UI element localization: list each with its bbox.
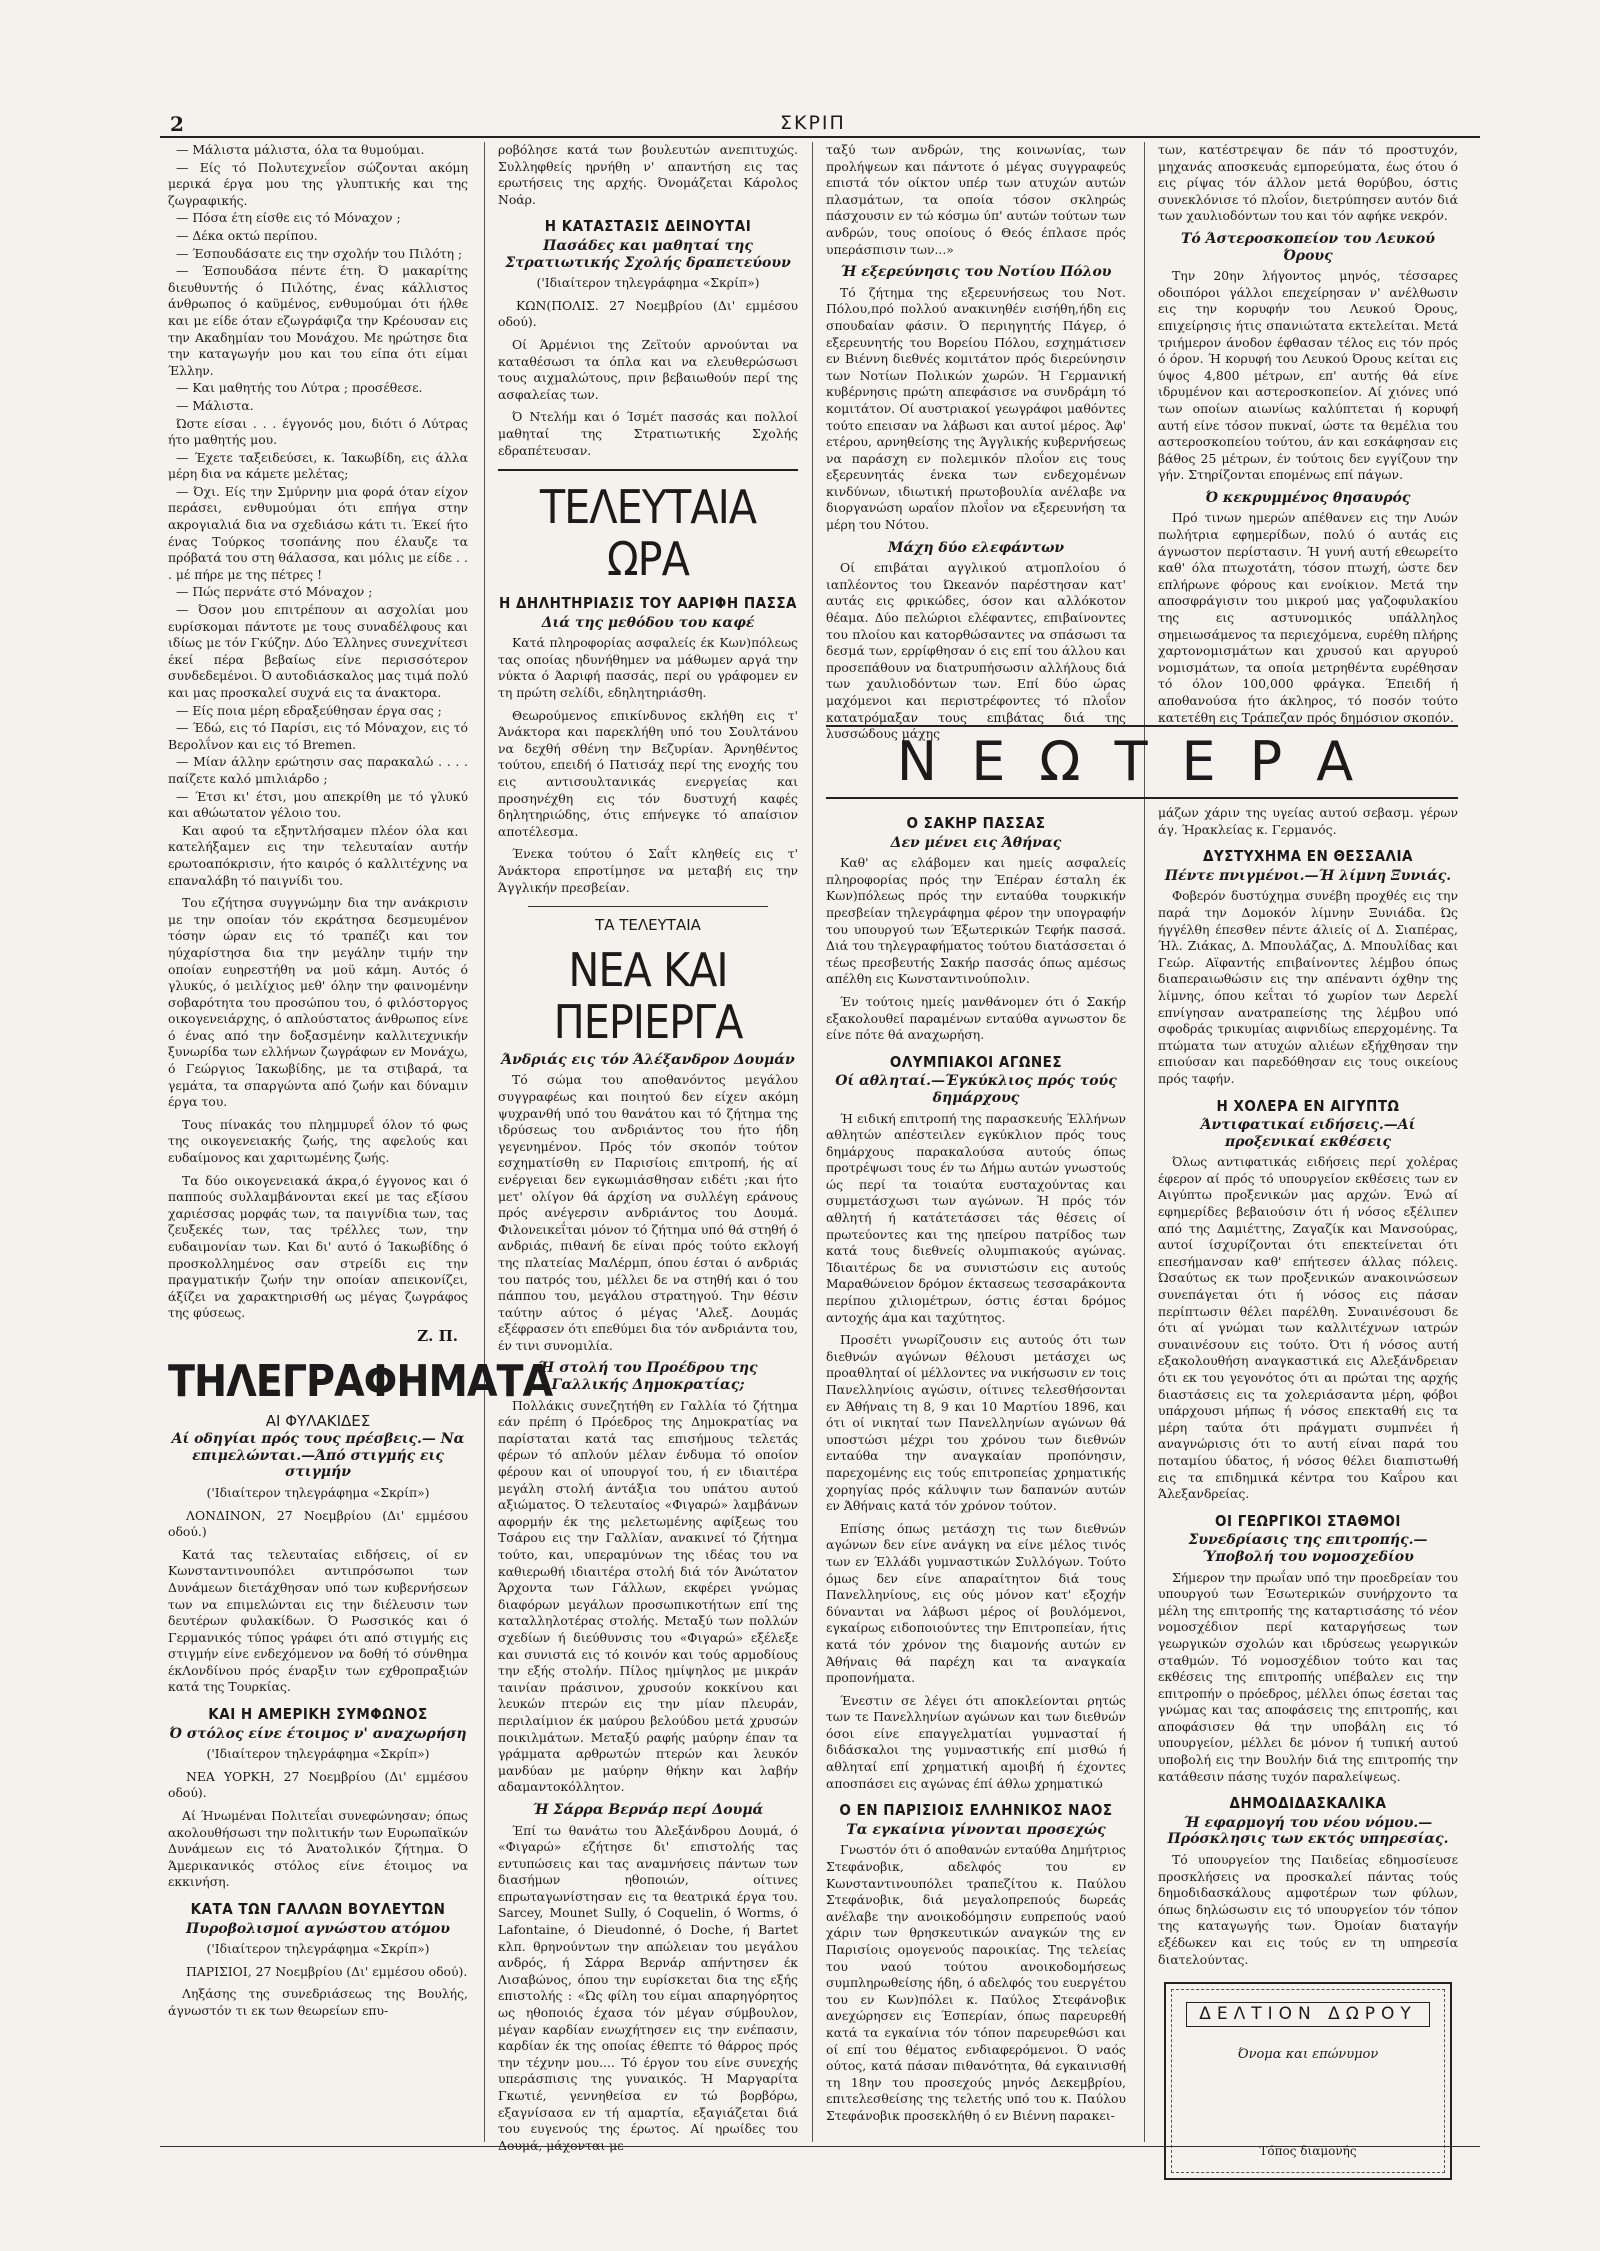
interview-dialogue — [168, 142, 468, 822]
dialogue-line: — Είς ποια μέρη εδραξεύθησαν έργα σας ; — [176, 702, 442, 718]
article-paragraph: Έν τούτοις ημείς μανθάνομεν ότι ό Σακήρ εξακολουθεί παραμένων ενταύθα αγνωστον δε είνε πότε θά αναχωρήση. — [826, 993, 1126, 1043]
dialogue-line: — Και μαθητής του Λύτρα ; προσέθεσε. — [176, 380, 423, 396]
dialogue-line: — Δέκα οκτώ περίπου. — [176, 227, 318, 243]
article-subheading: Ό στόλος είνε έτοιμος ν' αναχωρήση — [169, 1725, 467, 1742]
article-paragraph: Αί Ήνωμέναι Πολιτεΐαι συνεφώνησαν; όπως ακολουθήσωσι την πολιτικήν των Ευρωπαϊκών Δυνάμεων εις τό Άνατολικόν ζήτημα. Ό Άμερικανικός στόλος είνε έτοιμος να εκκινήση. — [168, 1808, 468, 1890]
article-heading: ΔΗΜΟΔΙΔΑΣΚΑΛΙΚΑ — [1229, 1794, 1387, 1813]
article-heading: ΚΑΙ Η ΑΜΕΡΙΚΗ ΣΥΜΦΩΝΟΣ — [208, 1705, 428, 1724]
dialogue-line: — Έχετε ταξειδεύσει, κ. Ίακωβίδη, εις άλλα μέρη δια να κάμετε μελέτας; — [168, 449, 468, 482]
article-paragraph: Φοβερόν δυστύχημα συνέβη προχθές εις την παρά την Δομοκόν λίμνην Ξυνιάδα. Ώς ήγγέλθη έπεσθεν πέντε άλιείς οί Δ. Σιαπέρας, Ήλ. Ζιάκας, Δ. Μπουλάζας, Δ. Μπουλίδας και Γεώρ. Αϊφαντής επιβαίνοντες λέμβου όπως διαπεραιωθώσιν εις την απέναντι όχθην της λίμνης, όπου κεΐται τό χωρίον των Δερελί επνίγησαν ανατραπείσης της λέμβου υπό σφοδράς τρικυμίας αιφνιδίως επερχομένης. Τα πτώματα των ατυχών αλιέων εξήχθησαν την επιούσαν και παρεδόθησαν εις τους οικείους πρός ταφήν. — [1158, 888, 1458, 1086]
dialogue-line: — Μίαν άλλην ερώτησιν σας παρακαλώ . . . . παίζετε καλό μπιλιάρδο ; — [168, 754, 468, 786]
article-paragraph: Πολλάκις συνεζητήθη εν Γαλλία τό ζήτημα εάν πρέπη ό Πρόεδρος της Δημοκρατίας να παρίσταται κατά τας επισήμους τελετάς φέρων τό απλούν μέλαν ένδυμα τό οποίον φέρουν και οί υπουργοί του, ή εν ιδιαιτέρα μεγάλη στολή άντάξια του υπάτου αυτού αξιώματος. Ό τελευταίος «Φιγαρώ» λαμβάνων αφορμήν έκ της μελετωμένης αφίξεως του Τσάρου εις την Γαλλίαν, ανακινεί τό ζήτημα τούτο, και, υπεραμύνων της ιδέας του να καθιερωθή ιδιαιτέρα στολή διά τόν Άνώτατον Άρχοντα των Γάλλων, εκφέρει γνώμας διαφόρων μεγάλων προσωπικοτήτων επί της καταλληλοτέρας στολής. Μεταξύ των πολλών σχεδίων ή διεύθυνσις του «Φιγαρώ» εξέλεξε και συνιστά εις τό κοινόν και τούς αρμοδίους την εξής στολήν. Πίλος ημίψηλος με μικράν ταινίαν πράσινον, χρυσούν κοκκίνου και λευκών πτερών εις την μίαν πλευράν, περιλαίμιον έκ μαύρου βελούδου μετά χρυσών ποικιλμάτων. Μεταξύ ραφής μαύρην έπαν τα γράμματα αρθρωτών πτερών και λευκόν μανδύαν με μαύρην θήκην και λαβήν αδαμαντοκόλλητον. — [498, 1397, 798, 1795]
article-paragraph: Τό ζήτημα της εξερευνήσεως του Νοτ. Πόλου,πρό πολλού ανακινηθέν εισήθη,ήδη εις σπουδαίαν φάσιν. Ό περιηγητής Πάγερ, ό εξερευνητής του Βορείου Πόλου, εσχημάτισεν εν Βιέννη διεθνές κομιτάτον πρός διερεύνησιν των Νοτίων Πολικών χωρών. Ή Γερμανική κυβέρνησις πρώτη απεφάσισε να συνδράμη τό κομιτάτον. Οί αυστριακοί γεωγράφοι μαθόντες τούτο επεισαν να λάβωσι και αυτοί μέρος. Άφ' ετέρου, αρνηθείσης της Άγγλικής κυβερνήσεως να παράσχη εν πολεμικόν πλοΐον εις τους εξερευνητάς ένεκα των ενδεχομένων κινδύνων, ιδιωτική πρωτοβουλία ανέλαβε να διοργανώση ωραΐον πλοΐον να εξερευνήση τα μέρη του Νότου. — [826, 284, 1126, 533]
telegram-dateline: ΠΑΡΙΣΙΟΙ, 27 Νοεμβρίου (Δι' εμμέσου οδού). — [186, 1963, 468, 1979]
section-divider — [498, 469, 798, 471]
article-heading: ΔΥΣΤΥΧΗΜΑ ΕΝ ΘΕΣΣΑΛΙΑ — [1203, 847, 1413, 866]
article-paragraph: Επίσης όπως μετάσχη τις των διεθνών αγώνων δεν είνε ανάγκη να είνε μέλος τινός των εν Έλλάδι γυμναστικών Συλλόγων. Τούτο όμως δεν είνε απαραίτητον διά τους Πανελληνίους, εις ούς μόνον κατ' εξοχήν δύνανται να λάβωσι μέρος οί βουλόμενοι, εγκαίρως ειδοποιούντες την Επιτροπείαν, ήτις κατά τόν χρόνον της διαμονής αυτών εν Άθήναις θά παρέχη και τα αναγκαία προπονήματα. — [826, 1520, 1126, 1686]
article-subheading: Ή εφαρμογή του νέου νόμου.— Πρόσκλησις των εκτός υπηρεσίας. — [1167, 1814, 1449, 1848]
column-3-top — [826, 142, 1126, 742]
article-paragraph: Οί Άρμένιοι της Ζεϊτούν αρνούνται να καταθέσωσι τα όπλα και να ελευθερώσωσι τους αιχμαλώτους, πριν βεβαιωθούν περί της ασφαλείας των. — [498, 336, 798, 402]
article-paragraph: Θεωρούμενος επικίνδυνος εκλήθη εις τ' Άνάκτορα και παρεκλήθη υπό του Σουλτάνου να δεχθή σθένη την Βεζυρίαν. Άρνηθέντος τούτου, επειδή ό Πατισάχ περί της ενοχής του εις αντισουλτανικάς ενεργείας και προσηνέχθη εις τόν δυστυχή καφές δηλητηριώδης, ότις επήνεγκε τό απαίσιον αποτέλεσμα. — [498, 707, 798, 839]
article-subheading: Ό κεκρυμμένος θησαυρός — [1205, 489, 1411, 506]
latest-label: ΤΑ ΤΕΛΕΥΤΑΙΑ — [595, 916, 701, 935]
article-subheading: Δεν μένει εις Άθήνας — [890, 834, 1062, 851]
page-number: 2 — [170, 112, 184, 136]
coupon-name-field[interactable]: Όνομα και επώνυμον — [1237, 2046, 1379, 2062]
article-paragraph: μάζων χάριν της υγείας αυτού σεβασμ. γέρων άγ. Ήρακλείας κ. Γερμανός. — [1158, 805, 1458, 837]
column-rule — [484, 142, 485, 2142]
telegrams-heading: ΤΗΛΕΓΡΑΦΗΜΑΤΑ — [168, 1355, 553, 1407]
telegram-dateline: ΝΕΑ ΥΟΡΚΗ, 27 Νοεμβρίου (Δι' εμμέσου οδού). — [168, 1768, 468, 1801]
article-paragraph: Και αφού τα εξηντλήσαμεν πλέον όλα και κατελήξαμεν εις την τελευταίαν αυτήν ερωτοαπόκρισιν, ήτο καιρός ό καλλιτέχνης να επαναλάβη τό παιγνίδι του. — [168, 822, 468, 888]
article-paragraph: Κατά τας τελευταίας ειδήσεις, οί εν Κωνσταντινουπόλει αντιπρόσωποι των Δυνάμεων διετάχθησαν υπό των κυβερνήσεων των να επιμελώνται εις την διέλευσιν των δευτέρων φυλακίδων. Ό Ρωσσικός και ό Γερμανικός τύπος γράφει ότι από στιγμής εις στιγμήν είνε ενδεχόμενον να δοθή τό σύνθημα έκΛονδίνου πρός έναρξιν των εχθροπραξιών κατά της Τουρκίας. — [168, 1546, 468, 1695]
article-heading: ΚΑΤΑ ΤΩΝ ΓΑΛΛΩΝ ΒΟΥΛΕΥΤΩΝ — [190, 1900, 446, 1918]
article-subheading: Τα εγκαίνια γίνονται προσεχώς — [846, 1821, 1106, 1838]
article-paragraph: Πρό τινων ημερών απέθανεν εις την Λυών πωλήτρια εφημερίδων, πολύ ό αυτάς εις άγνωστον περίστασιν. Ή γυνή αυτή εθεωρείτο καθ' όλα πτωχοτάτη, τόσον πτωχή, ώστε δεν επλήρωνε φόρους και ενοίκιον. Μετά την αποσφράγισιν του μικρού μας γαζοφυλακίου της εις αστυνομικός υπάλληλος σημειωσάμενος τα περιεχόμενα, ευρέθη πλήρης χαρτονομισμάτων και χρυσού και αργυρού νομισμάτων, τα οποία μετρηθέντα ευρέθησαν τό όλον 100,000 φράγκα. Έπειδή ή αποθανούσα ήτο άκληρος, τό ποσόν τούτο κατετέθη εις Τράπεζαν πρός δημόσιον σκοπόν. — [1158, 510, 1458, 725]
page-bottom-rule — [160, 2146, 1480, 2147]
article-paragraph: Κατά πληροφορίας ασφαλείς έκ Κων)πόλεως τας οποίας ηδυνήθημεν να μάθωμεν αργά την νύκτα ό Άαριφή πασσάς, περί ου γράφομεν εν τη πρώτη σελίδι, εδηλητηριάσθη. — [498, 635, 798, 701]
column-4-top — [1158, 142, 1458, 725]
article-paragraph: Ή ειδική επιτροπή της παρασκευής Έλλήνων αθλητών απέστειλεν εγκύκλιον πρός τους δημάρχους παρακαλούσα αυτούς όπως προτρέψωσι τους έν τω Δήμω αυτών γνωστούς ώς περί τα τοιαύτα ευσταχούντας και συμμετάσχωσι των αγώνων. Ή πρός τόν αθλητή ή κατάτετάσσει τάς θέσεις οί πρωτεύοντες και της ηπείρου πατρίδος των κατά τους διεθνείς ολυμπιακούς αγώνας. Ίδιαιτέρως δε να συνιστώσιν εις αυτούς Μαραθώνειον δρόμον έκτασεως τεσσαράκοντα περίπου χιλιομέτρων, όστις έσται δρόμος αντοχής άμα και ταχύτητος. — [826, 1110, 1126, 1325]
dialogue-line: — Είς τό Πολυτεχνεΐον σώζονται ακόμη μερικά έργα μου της γλυπτικής και της ζωγραφικής. — [168, 159, 468, 208]
article-paragraph: Τα δύο οικογενειακά άκρα,ό έγγονος και ό παππούς συλλαμβάνονται εκεί με τας εξίσου χαριέσσας μορφάς των, τα παιγνίδια των, τας ζευξεκές των, τας τρέλλες των, την ευδαιμονίαν των. Και δι' αυτό ό Ίακωβίδης ό προσκολλημένος σαν στρείδι εις την πραγματικήν ζωήν την οποίαν απεικονίζει, άξίζει να χαρακτηρισθή ως μέγας ζωγράφος της φύσεως. — [168, 1172, 468, 1321]
article-paragraph: των, κατέστρεψαν δε πάν τό προστυχόν, μηχανάς αποσκευάς εμπορεύματα, έως ότου ό εις ρίψας τόν άλλον μετά θορύβου, όστις συνεκλόνισε τό πλοΐον, διετρύπησεν αυτόν διά των χαυλιοδόντων του και τόν αφήκε νεκρόν. — [1158, 142, 1458, 224]
article-paragraph: Ό Ντελήμ και ό Ίσμέτ πασσάς και πολλοί μαθηταί της Στρατιωτικής Σχολής εδραπέτευσαν. — [498, 409, 798, 458]
latest-news-banner: ΝΕΩΤΕΡΑ — [826, 725, 1458, 799]
article-subheading: Διά της μεθόδου του καφέ — [541, 614, 755, 631]
article-subheading: Αί οδηγίαι πρός τους πρέσβεις.— Να επιμελώνται.—Άπό στιγμής εις στιγμήν — [171, 1431, 465, 1481]
article-paragraph: Ένεστιν σε λέγει ότι αποκλείονται ρητώς των τε Πανελληνίων αγώνων και των διεθνών όσοι είνε επαγγελματίαι γυμνασταί ή διδάσκαλοι της γυμναστικής επί μισθώ ή αθληταί επί χρηματική αμοιβή ή έχοντες αποσπάσει εις αγώνας έπί άθλω χρηματικώ — [826, 1692, 1126, 1791]
article-subheading: Μάχη δύο ελεφάντων — [887, 539, 1065, 556]
article-heading: ΟΛΥΜΠΙΑΚΟΙ ΑΓΩΝΕΣ — [889, 1052, 1063, 1071]
article-paragraph: Ένεκα τούτου ό Σαΐτ κληθείς εις τ' Άνάκτορα επροτίμησε να μεταβή εις την Άγγλικήν πρεσβείαν. — [498, 846, 798, 895]
author-signature: Ζ. Π. — [417, 1326, 458, 1345]
article-subheading: Ή Σάρρα Βερνάρ περί Δουμά — [532, 1801, 764, 1818]
dialogue-line: — Όχι. Είς την Σμύρνην μια φορά όταν είχον περάσει, ενθυμούμαι ότι επήγα στην ακρογιαλιά δια να σχεδιάσω κάτι τι. Έκεί ήτο ένας Τούρκος τσοπάνης που έλαυζε τα πρόβατά του στη θάλασσα, και μόλις με είδε . . . μέ πήρε με της πέτρες ! — [168, 483, 468, 582]
dialogue-line: Ώστε είσαι . . . έγγονός μου, διότι ό Λύτρας ήτο μαθητής μου. — [168, 415, 468, 448]
telegram-source: ('Ιδιαίτερον τηλεγράφημα «Σκρίπ») — [206, 1746, 430, 1762]
article-subheading: Οί αθληταί.—Έγκύκλιος πρός τούς δημάρχους — [835, 1073, 1117, 1106]
article-paragraph: Την 20ην λήγοντος μηνός, τέσσαρες οδοιπόροι γάλλοι επεχείρησαν ν' ανέλθωσιν εις την κορυφήν του Λευκού Όρους, επιχείρησις ήτις σπανιώτατα εκτελείται. Μετά τριήμερον άνοδον έφθασαν τέλος εις τόν πρός ό όρον. Ή κορυφή του Λευκού Όρους κείται εις ύψος 4,800 μέτρων, επ' αυτής θά είνε ιδρυμένον και αστεροσκοπείον. Αί χιόνες υπό των οποίων αιωνίως καλύπτεται ή κορυφή αυτή είνε τόσον πυκναί, ώστε τα θεμέλια του αστεροσκοπείου τούτου, άν και εσκάφησαν εις βάθος 25 μέτρων, έν τούτοις δεν εγγίζουν την γήν. Στηρίζονται επομένως επί πάγων. — [1158, 268, 1458, 483]
column-rule — [812, 142, 813, 2142]
telegrams-subheading: ΑΙ ΦΥΛΑΚΙΔΕΣ — [265, 1411, 371, 1430]
article-subheading: Άνδριάς εις τόν Άλέξανδρον Δουμάν — [501, 1051, 795, 1068]
article-paragraph: Του εζήτησα συγγνώμην δια την ανάκρισιν με την οποίαν τόν εκράτησα δεσμευμένον τόσην ώραν εις τό τραπέζι και τον ηύχαρίστησα δια την μεγάλην τιμήν την οποίαν ευηρεστήθη να μοϋ κάμη. Αυτός ό γλυκύς, ό μειλίχιος μεθ' όλην την φαινομένην σοβαρότητα του προσώπου του, ό φιλόστοργος οικογενειάρχης, ό απλούστατος άνθρωπος είνε ό ένας από την δοξασμένην καλλιτεχνικήν ξυνωρίδα των ελλήνων ζωγράφων εν Μονάχω, ό Γεώργιος Ίακωβίδης, με τα στιβαρά, τα γεμάτα, τα σπαργώντα από ζωήν και δύναμιν έργα του. — [168, 895, 468, 1110]
telegram-dateline: ΚΩΝ(ΠΟΛΙΣ. 27 Νοεμβρίου (Δι' εμμέσου οδού). — [498, 297, 798, 330]
article-paragraph: Τό υπουργείον της Παιδείας εδημοσίευσε προσκλήσεις να προσκαλεί πάντας τούς δημοδιδασκάλους αμφοτέρων των φύλων, όπως δηλώσωσιν εις τό υπουργείον τόν τόπον της καταγωγής των. Όμοίαν διαταγήν εξέδωκεν και εις τούς εν τη υπηρεσία διατελούντας. — [1158, 1852, 1458, 1967]
article-paragraph: ταξύ των ανδρών, της κοινωνίας, των προλήψεων και πάντοτε ό μέγας συγγραφεύς επιστά τόν οίκτον υπέρ των ατυχών αυτών πλασμάτων, τα οποία τόσον σκληρώς πάσχουσιν εν τώ κόσμω ύπ' αυτών τούτων των ανδρών, τους οποίους ό Θεός έπλασε πρός υπεράσπισιν των...» — [826, 142, 1126, 257]
article-paragraph: Σήμερον την πρωΐαν υπό την προεδρείαν του υπουργού των Έσωτερικών συνήρχοντο τα μέλη της επιτροπής της καταρτισάσης τό νέον νομοσχέδιον περί καταργήσεως των γεωργικών σχολών και ιδρύσεως γεωργικών σταθμών. Τό νομοσχέδιον τούτο και τας εκθέσεις της επιτροπής υπέβαλεν εις την επιτροπήν ο πρόεδρος, μέλλει όπως έσεται τας γνώμας και τας αποφάσεις της επιτροπής, και αποφάσισεν θά την υποβάλη εις τό υπουργείον, μέλλει δε μόνον ή τυπική αυτού υποβολή εις την Βουλήν διά της επιτροπής την κατάθεσιν πάσης τυχόν παραλείψεως. — [1158, 1569, 1458, 1784]
article-heading: ΟΙ ΓΕΩΡΓΙΚΟΙ ΣΤΑΘΜΟΙ — [1215, 1511, 1401, 1530]
article-paragraph: Ληξάσης της συνεδριάσεως της Βουλής, άγνωστόν τι εκ των θεωρείων επυ- — [168, 1986, 468, 2018]
dialogue-line: — Έσπουδάσα πέντε έτη. Ό μακαρίτης διευθυντής ό Πιλότης, ένας κάλλιστος άνθρωπος ό καϋμένος, ενθυμούμαι ότι ήλθε και με είδε όταν εζωγράφιζα την Κρέουσαν εις την Ακαδημίαν του Μονάχου. Με ηρώτησε δια την καταγωγήν μου και του είπα ότι είμαι Έλλην. — [168, 263, 468, 378]
dialogue-line: — Έτσι κι' έτσι, μου απεκρίθη με τό γλυκύ και αθώωτατον γέλοιο του. — [168, 788, 468, 821]
article-heading: Ο ΕΝ ΠΑΡΙΣΙΟΙΣ ΕΛΛΗΝΙΚΟΣ ΝΑΟΣ — [839, 1801, 1113, 1820]
last-hour-heading: ΤΕΛΕΥΤΑΙΑ ΩΡΑ — [539, 480, 757, 587]
column-3-bottom — [826, 805, 1126, 2145]
telegram-source: ('Ιδιαίτερον τηλεγράφημα «Σκρίπ») — [536, 275, 760, 291]
article-heading: Ο ΣΑΚΗΡ ΠΑΣΣΑΣ — [906, 814, 1046, 832]
article-paragraph: Όλως αντιφατικάς ειδήσεις περί χολέρας έφερον αί πρός τό υπουργείον εκθέσεις των εν Αιγύπτω προξενικών μας αρχών. Ένώ αί εφημερίδες βεβαιούσιν ότι ή νόσος εξέλιπεν από της Δαμιέττης, Ζαγαζίκ και Μανσούρας, αυτοί ίσχυρίζονται ότι επεκτείνεται ότι επεσήμανσαν καθ' επήτεσεν άλλας πόλεις. Ώσαύτως εκ των προξενικών ανακοινώσεων συνεπάγεται ότι ή νόσος εις πάσαν περίπτωσιν θέλει παρέλθη. Συναινέσουσι δε ότι αί γνώμαι των καλλιτέχνων ιατρών συναινέσουν εις τούτο. Ότι ή νόσος αυτή εξακολουθήση αναγκαστικά εις Αλεξάνδρειαν ότι εκ του γεγονότος ότι αι πρώται της αρχής διαστάσεις εις τα χολεριάσαντα μέρη, φόβοι υπάρχουσι μήπως ή νόσος επεκταθή εις τα μέρη ταύτα ότι πράγματι συμπνέει ή αναγνώρισις ότι το αυτή είναι παρά του ποταμίου ύδατος, ή νόσος θέλει διαπιστωθή εις τα επιδημικά κέντρα του Καΐρου και Άλεξανδρείας. — [1158, 1154, 1458, 1502]
column-1 — [168, 142, 553, 2142]
article-paragraph: Γνωστόν ότι ό αποθανών ενταύθα Δημήτριος Στεφάνοβικ, αδελφός του εν Κωνσταντινουπόλει τραπεζίτου κ. Παύλου Στεφάνοβικ, διά μεγαλοπρεπούς δωρεάς ανέλαβε την ανοικοδόμησιν ευπρεπούς ναού χάριν των θρησκευτικών αναγκών της εν Παρισίοις ομογενούς παροικίας. Της τελείας του ναού τούτου ανοικοδομήσεως συμπληρωθείσης ήδη, ό αδελφός του ευεργέτου του εν Κων)πόλει κ. Παύλος Στεφάνοβικ ανεχώρησεν εις Έσπερίαν, όπως παρευρεθή κατά τα εγκαίνια τόν τόπον παρευρεθώσι και οί επί του θέματος ενδιαφερόμενοι. Ό ναός ούτος, κατά πάσαν πιθανότητα, θά εγκαινισθή τη 18ην του προσεχούς μηνός Δεκεμβρίου, επιτελεσθείσης της τελετής υπό του κ. Παύλου Στεφάνοβικ προσεκλήθη ό εν Βιέννη παρακει- — [826, 1842, 1126, 2123]
article-paragraph: Καθ' ας ελάβομεν και ημείς ασφαλείς πληροφορίας πρός την Έπέραν έσταλη έκ Κων)πόλεως πρός την ενταύθα τουρκικήν πρεσβείαν τηλεγράφημα φέρον την υπογραφήν του υπουργού των Έξωτερικών Τεφήκ πασσά. Διά του τηλεγραφήματος τούτου διατάσσεται ό τέως πρεσβευτής Σακήρ πασσάς όπως αμέσως απέλθη εις Κωνσταντινούπολιν. — [826, 855, 1126, 987]
article-paragraph: Προσέτι γνωρίζουσιν εις αυτούς ότι των διεθνών αγώνων θέλουσι μετάσχει ως προαθληταί οί μέλλοντες να νικήσωσιν εν τοις Πανελληνίοις αγώσιν, οίτινες τελεσθήσονται εν Άθήναις τη 8, 9 και 10 Μαρτίου 1896, και ότι οί νικηταί των Πανελληνίων αγώνων θά υποστώσι μέχρι του χρόνου των διεθνών ενταύθα την αναγκαίαν προπόνησιν, παρεχομένης εις τούς επιτροπείας χρηματικής χορηγίας πρός κάλυψιν των δαπανών αυτών εν Άθήναις κατά τόν χρόνον τούτον. — [826, 1332, 1126, 1514]
dialogue-line: — Έδώ, εις τό Παρίσι, εις τό Μόναχον, εις τό Βερολΐνον και εις τό Bremen. — [168, 720, 468, 752]
article-subheading: Ή στολή του Προέδρου της Γαλλικής Δημοκρατίας; — [538, 1360, 758, 1394]
article-subheading: Πασάδες και μαθηταί της Στρατιωτικής Σχολής δραπετεύουν — [505, 237, 791, 271]
article-subheading: Τό Άστεροσκοπείον του Λευκού Όρους — [1181, 230, 1435, 264]
dialogue-line: — Πόσα έτη είσθε εις τό Μόναχον ; — [176, 210, 401, 226]
telegram-dateline: ΛΟΝΔΙΝΟΝ, 27 Νοεμβρίου (Δι' εμμέσου οδού.) — [168, 1507, 468, 1540]
article-heading: Η ΧΟΛΕΡΑ ΕΝ ΑΙΓΥΠΤΩ — [1216, 1096, 1400, 1115]
dialogue-line: — Μάλιστα. — [176, 397, 254, 413]
coupon-title: ΔΕΛΤΙΟΝ ΔΩΡΟΥ — [1186, 2002, 1430, 2027]
article-paragraph: ροβόλησε κατά των βουλευτών ανεπιτυχώς. Συλληφθείς ηρνήθη ν' απαντήση εις τας ερωτήσεις της αρχής. Όνομάζεται Κάρολος Νοάρ. — [498, 142, 798, 207]
article-paragraph: Έπί τω θανάτω του Άλεξάνδρου Δουμά, ό «Φιγαρώ» εζήτησε δι' επιστολής τας εντυπώσεις και τας αναμνήσεις πάντων των διασήμων ηθοποιών, οίτινες επρωταγωνίστησαν εις τα θεατρικά έργα του. Sarcey, Mounet Sully, ό Coquelin, ό Worms, ό Lafontaine, ό Dieudonné, ό Doche, ή Bartet κλπ. θρηνούντων την απώλειαν του μεγάλου ανδρός, ή Σάρρα Βερνάρ απήντησεν έκ Λισαβώνος, όπου την ευρίσκεται δια της εξής επιστολής : «Ώς φίλη του είμαι απαρηγόρητος ως ηθοποιός έχασα τόν μέγαν σύμβουλον, μέγαν καρδίαν ενωχήτησεν εις την ενέπασιν, καρδίαν έκ της οποίας έθεπτε τό θάρρος πρός την τέχνην μου.... Τό έργον του είνε συνεχής υπεράσπισις της γυναικός. Ή Μαργαρίτα Γκωτιέ, γεννηθείσα εν τώ βορβόρω, εξαγνίσασα εν τή αμαρτία, εξαγιάζεται διά του ευγενούς της έρωτος. Αί ηρωίδες του Δουμά, μάχονται με- — [498, 1822, 798, 2153]
column-rule — [1144, 142, 1145, 2142]
article-paragraph: Τό σώμα του αποθανόντος μεγάλου συγγραφέως και ποιητού δεν είχεν ακόμη ψυχρανθή υπό του θανάτου και τό ζήτημα της ιδρύσεως του ανδριάντος του ήτο ήδη γεγενημένον. Πρός τόν σκοπόν τούτον εσχηματίσθη εν Παρισίοις επιτροπή, ής αί ενέργειαι δεν εγκωμιάσθησαν ειδέτι ;και ήτο μετ' ολίγον θά άρχίση να συλλέγη εράνους πρός ανέγερσιν ανδριάντος του Δουμά. Φιλονεικεΐται μόνον τό ζήτημα υπό θά στηθή ό ανδριάς, πιθανή δε είναι πρός τούτο εκλογή της πλατείας ΜαΛέρμπ, όπου έσται ό ανδριάς του πατρός του, μέλλει δε να στηθή και ό του πάππου του, μεγάλου στρατηγού. Την θέσιν ταύτην αύτος ό μέγας 'Αλεξ. Δουμάς εξέφρασεν ότι επεθύμει δια τόν ανδριάντα του, έν τινι συνομιλία. — [498, 1072, 798, 1353]
dialogue-line: — Έσπουδάσατε εις την σχολήν του Πιλότη ; — [176, 245, 463, 261]
news-heading: ΝΕΑ ΚΑΙ ΠΕΡΙΕΡΓΑ — [553, 942, 743, 1049]
dialogue-line: — Μάλιστα μάλιστα, όλα τα θυμούμαι. — [176, 142, 425, 157]
column-2 — [498, 142, 798, 2153]
article-subheading: Πυροβολισμοί αγνώστου ατόμου — [186, 1920, 450, 1937]
article-heading: Η ΚΑΤΑΣΤΑΣΙΣ ΔΕΙΝΟΥΤΑΙ — [544, 217, 752, 236]
column-4-bottom — [1158, 805, 1458, 2159]
article-heading: Η ΔΗΛΗΤΗΡΙΑΣΙΣ ΤΟΥ ΑΑΡΙΦΗ ΠΑΣΣΑ — [499, 594, 797, 613]
section-divider — [528, 906, 768, 907]
dialogue-line: — Πώς περνάτε στό Μόναχον ; — [176, 584, 373, 600]
article-paragraph: Οί επιβάται αγγλικού ατμοπλοίου ό ιαπλέοντος του Ώκεανόν παρέστησαν κατ' αυτάς εις φρικώδες, όσον και αλλόκοτον θέαμα. Δύο πελώριοι ελέφαντες, επιβαίνοντες του πλοίου και κατορθώσαντες να σπάσωσι τα δεσμά των, ερρίφθησαν ό εις επί του άλλου και προσεπάθουν να διατρυπήσωσιν αλλήλους διά των χαυλιοδόντων των. Επί δύο ώρας μαχόμενοι και περιστρέφοντες τό πλοΐον κατατρόμαξαν τους επιβάτας διά της λυσσώδους μάχης — [826, 560, 1126, 742]
article-subheading: Άντιφατικαί ειδήσεις.—Αί προξενικαί εκθέσεις — [1200, 1117, 1416, 1150]
article-paragraph: Τους πίνακάς του πλημμυρεΐ όλον τό φως της οικογενειακής ζωής, της αφελούς και ευδαίμονος και χαριτωμένης ζωής. — [168, 1116, 468, 1166]
newspaper-title: ΣΚΡΙΠ — [780, 112, 846, 134]
page-header — [160, 110, 1480, 138]
article-subheading: Πέντε πνιγμένοι.—Ή λίμνη Ξυνιάς. — [1164, 867, 1452, 884]
gift-coupon[interactable] — [1164, 1982, 1452, 2180]
article-subheading: Ή εξερεύνησις του Νοτίου Πόλου — [840, 264, 1112, 281]
telegram-source: ('Ιδιαίτερον τηλεγράφημα «Σκρίπ») — [206, 1484, 430, 1500]
coupon-place-field[interactable]: Τόπος διαμονής — [1259, 2144, 1357, 2159]
telegram-source: ('Ιδιαίτερον τηλεγράφημα «Σκρίπ») — [206, 1941, 430, 1957]
article-subheading: Συνεδρίασις της επιτροπής.—Ύποβολή του νομοσχεδίου — [1188, 1532, 1428, 1565]
dialogue-line: — Όσον μου επιτρέπουν αι ασχολίαι μου ευρίσκομαι πάντοτε με τους συναδέλφους και ιδίως με τόν Γκύζην. Δύο Έλληνες συνεχνίτεσι έκεί πέρα βεβαίως είνε περισσότερον συνδεδεμένοι. Ό αυτοδιάσκαλος μας τιμά πολύ και μας προσκαλεί συχνά εις τα άνακτορα. — [168, 602, 468, 700]
